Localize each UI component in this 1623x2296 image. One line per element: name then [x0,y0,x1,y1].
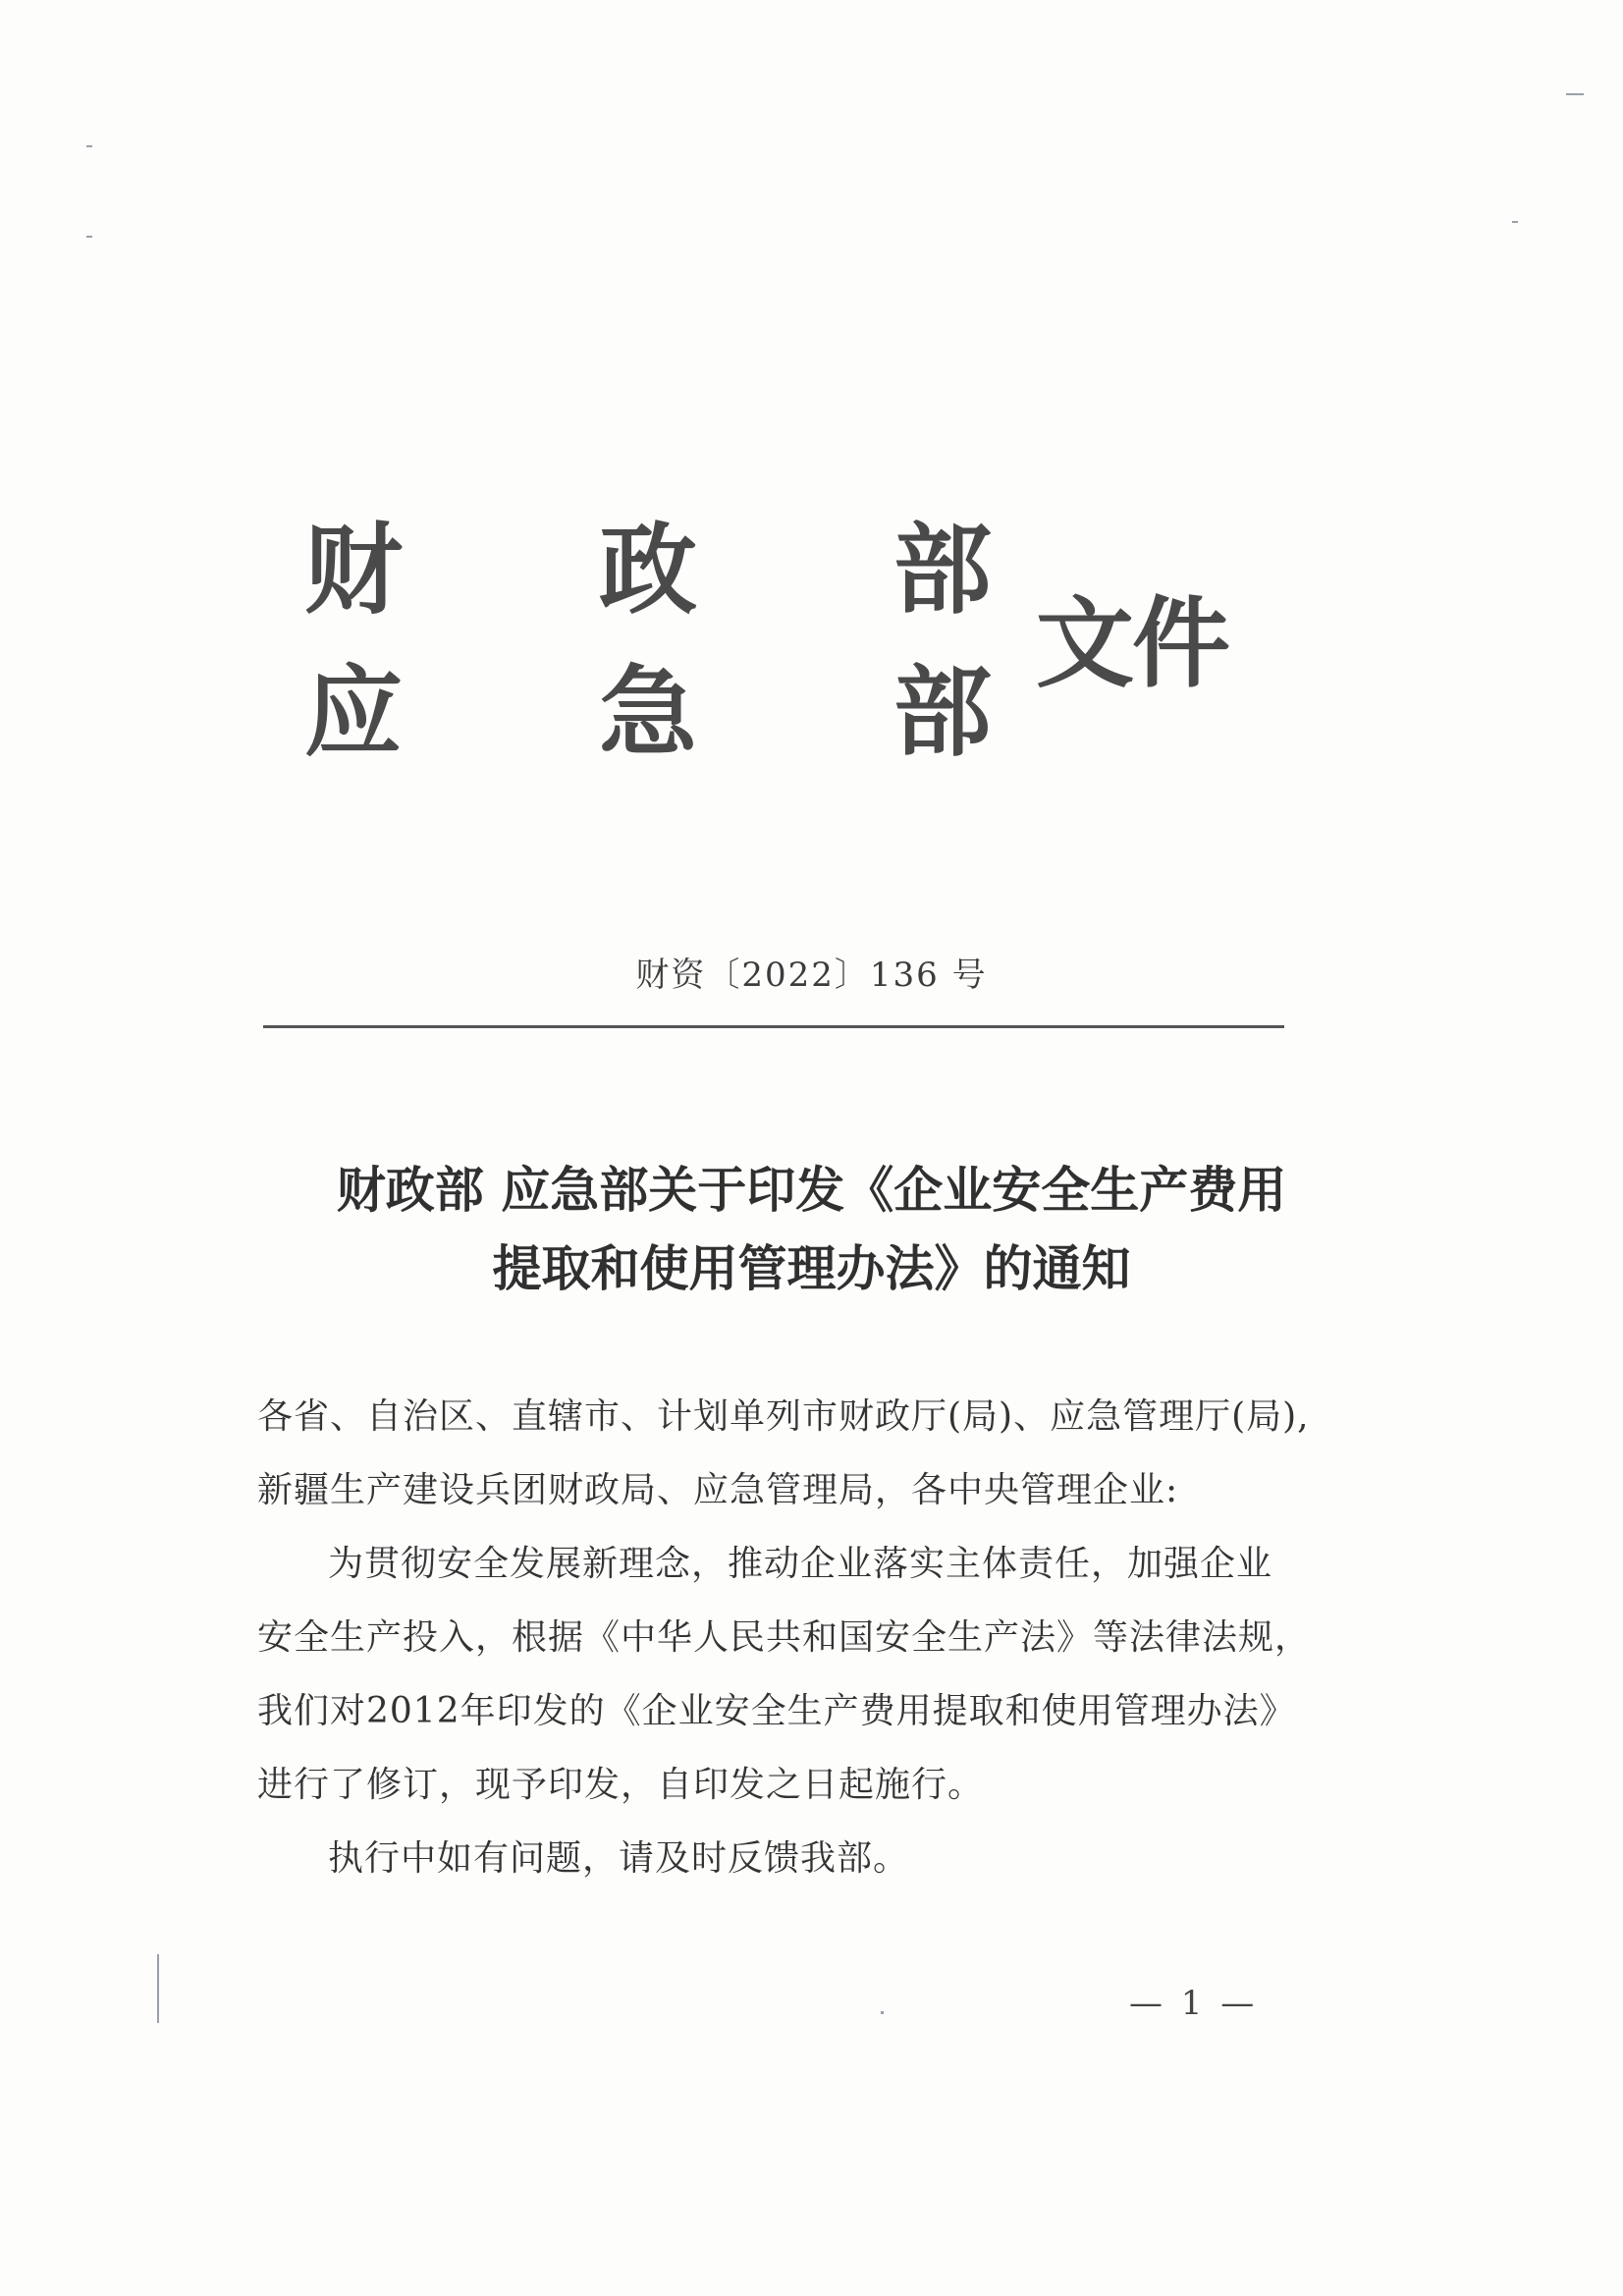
issuer-char: 政 [599,512,697,628]
body-line: 我们对2012年印发的《企业安全生产费用提取和使用管理办法》 [257,1691,1296,1731]
addressee-line: 各省、自治区、直辖市、计划单列市财政厅(局)、应急管理厅(局), [257,1396,1310,1437]
addressee-line: 新疆生产建设兵团财政局、应急管理局，各中央管理企业: [257,1470,1179,1510]
document-number: 财资〔2022〕136 号 [635,956,988,995]
header-divider [263,1025,1284,1028]
doc-type-label: 文件 [1036,585,1228,701]
scan-speck [86,145,92,147]
body-line: 为贯彻安全发展新理念，推动企业落实主体责任，加强企业 [328,1544,1273,1584]
body-line: 安全生产投入，根据《中华人民共和国安全生产法》等法律法规， [257,1617,1312,1658]
issuer-char: 急 [599,654,697,770]
scan-speck [1566,93,1584,95]
scan-speck [86,236,92,238]
issuer-char: 财 [304,512,403,628]
issuer-char: 部 [893,654,992,770]
issuer-line-1 [295,511,1001,629]
body-line: 进行了修订，现予印发，自印发之日起施行。 [257,1765,985,1805]
document-title-line-2: 提取和使用管理办法》的通知 [492,1239,1131,1297]
scan-speck [1512,221,1518,223]
document-body [257,1380,1312,1895]
scan-speck [881,2011,884,2014]
issuer-char: 部 [893,512,992,628]
body-line: 执行中如有问题，请及时反馈我部。 [328,1838,910,1879]
scan-speck [157,1954,159,2023]
issuer-char: 应 [304,654,403,770]
issuer-line-2 [295,653,1001,771]
document-title-line-1: 财政部 应急部关于印发《企业安全生产费用 [336,1161,1287,1219]
page-number: — 1 — [1129,1984,1259,2023]
